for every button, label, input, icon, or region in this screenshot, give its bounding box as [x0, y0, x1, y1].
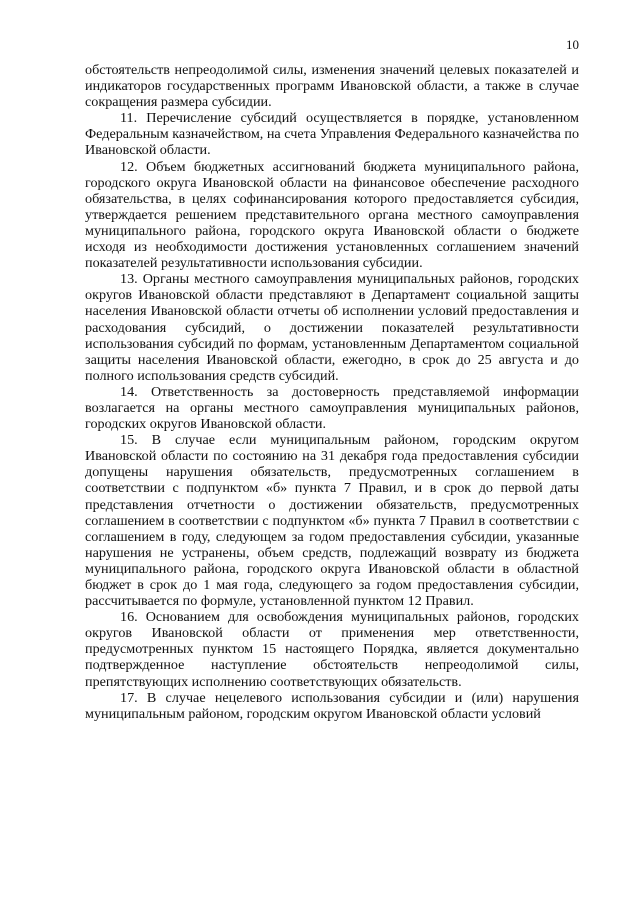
document-body	[85, 62, 579, 722]
page-number: 10	[566, 37, 579, 52]
paragraph-16: 16. Основанием для освобождения муниципальных районов, городских округов Ивановской области от применения мер ответственности, предусмотренных пунктом 15 настоящего Порядка, является документально подтвержденное наступление обстоятельств непреодолимой силы, препятствующих исполнению соответствующих обязательств.	[85, 609, 579, 690]
paragraph-15: 15. В случае если муниципальным районом, городским округом Ивановской области по состоянию на 31 декабря года предоставления субсидии допущены нарушения обязательств, предусмотренных соглашением в соответствии с подпунктом «б» пункта 7 Правил, и в срок до первой даты представления отчетности о достижении обязательств, предусмотренных соглашением в соответствии с подпунктом «б» пункта 7 Правил в соответствии с соглашением в году, следующем за годом предоставления субсидии, указанные нарушения не устранены, объем средств, подлежащий возврату из бюджета муниципального района, городского округа Ивановской области в областной бюджет в срок до 1 мая года, следующего за годом предоставления субсидии, рассчитывается по формуле, установленной пунктом 12 Правил.	[85, 432, 579, 610]
paragraph-17: 17. В случае нецелевого использования субсидии и (или) нарушения муниципальным районом, городским округом Ивановской области условий	[85, 689, 579, 722]
paragraph-13: 13. Органы местного самоуправления муниципальных районов, городских округов Ивановской области представляют в Департамент социальной защиты населения Ивановской области отчеты об исполнении условий предоставления и расходования субсидий, о достижении показателей результативности использования субсидий по формам, установленным Департаментом социальной защиты населения Ивановской области, ежегодно, в срок до 25 августа и до полного использования средств субсидий.	[85, 271, 579, 384]
paragraph-12: 12. Объем бюджетных ассигнований бюджета муниципального района, городского округа Ивановской области на финансовое обеспечение расходного обязательства, в целях софинансирования которого предоставляется субсидия, утверждается решением представительного органа местного самоуправления муниципального района, городского округа Ивановской области о бюджете исходя из необходимости достижения установленных соглашением значений показателей результативности использования субсидии.	[85, 158, 579, 272]
paragraph-continued: обстоятельств непреодолимой силы, изменения значений целевых показателей и индикаторов государственных программ Ивановской области, а также в случае сокращения размера субсидии.	[85, 62, 579, 111]
paragraph-14: 14. Ответственность за достоверность представляемой информации возлагается на органы местного самоуправления муниципальных районов, городских округов Ивановской области.	[85, 383, 579, 433]
paragraph-11: 11. Перечисление субсидий осуществляется в порядке, установленном Федеральным казначейством, на счета Управления Федерального казначейства по Ивановской области.	[85, 110, 580, 159]
